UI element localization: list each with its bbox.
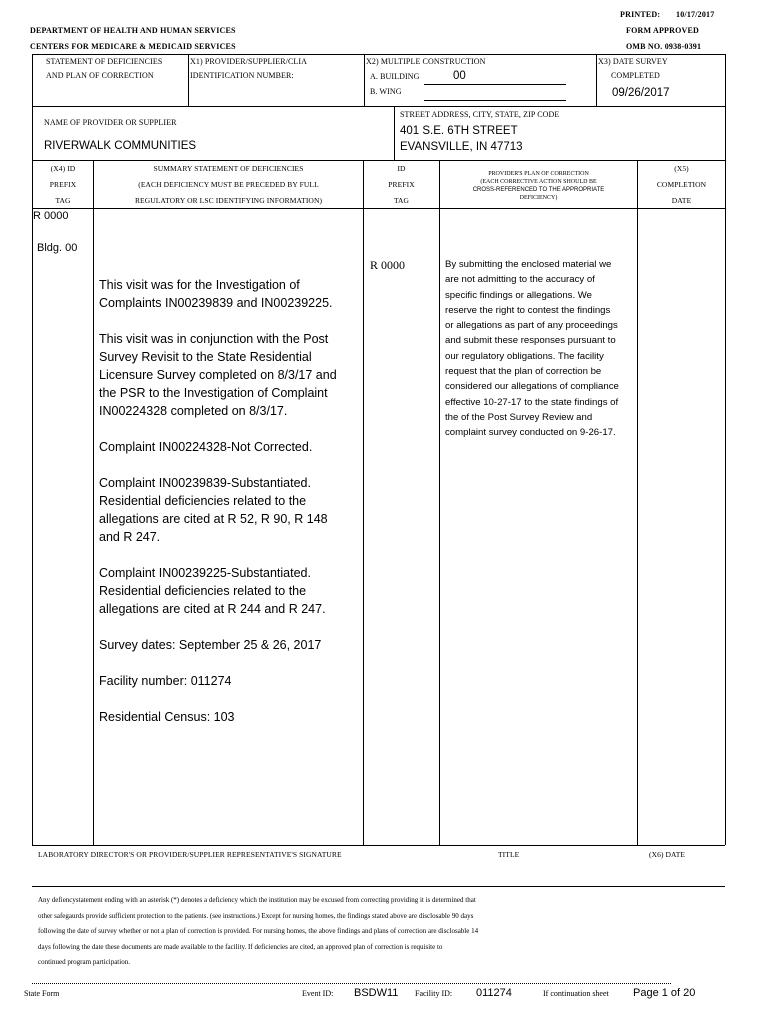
building-value: 00 bbox=[453, 70, 466, 82]
provider-name: RIVERWALK COMMUNITIES bbox=[44, 140, 197, 152]
summary-paragraph: This visit was in conjunction with the Post Survey Revisit to the State Residential Licensure Survey completed on 8/3/17 and the PSR to the Investigation of Complaint IN00224328 completed on 8/3/17. bbox=[99, 332, 337, 418]
footnote-line: following the date of survey whether or not a plan of correction is provided. For nursing homes, the above findings and plans of correction are disclosable 14 bbox=[38, 927, 479, 935]
date-survey-label-1: X3) DATE SURVEY bbox=[598, 57, 668, 66]
summary-header-2: (EACH DEFICIENCY MUST BE PRECEDED BY FULL bbox=[138, 180, 319, 189]
x5-header-3: DATE bbox=[671, 196, 692, 205]
omb-number: OMB NO. 0938-0391 bbox=[626, 42, 702, 51]
event-id-value: BSDW11 bbox=[354, 987, 399, 999]
address-line-2: EVANSVILLE, IN 47713 bbox=[400, 141, 523, 153]
footnote-line: other safegaurds provide sufficient protection to the patients. (see instructions.) Except for nursing homes, the findings stated above are disclosable 90 days bbox=[38, 911, 474, 920]
footnote-line: Any defiencystatement ending with an asterisk (*) denotes a deficiency which the institution may be excused from correcting providing it is determined that bbox=[38, 896, 476, 904]
facility-id-label: Facility ID: bbox=[415, 989, 453, 998]
form-approved: FORM APPROVED bbox=[626, 26, 700, 35]
printed-date: 10/17/2017 bbox=[676, 10, 715, 19]
x6-date-label: (X6) DATE bbox=[649, 850, 686, 859]
summary-header-1: SUMMARY STATEMENT OF DEFICIENCIES bbox=[153, 164, 304, 173]
provider-id-label-1: X1) PROVIDER/SUPPLIER/CLIA bbox=[190, 57, 308, 66]
x5-header-2: COMPLETION bbox=[656, 180, 707, 189]
summary-paragraph: Complaint IN00224328-Not Corrected. bbox=[99, 440, 313, 454]
summary-paragraph: Complaint IN00239839-Substantiated. Residential deficiencies related to the allegations are cited at R 52, R 90, R 148 and R 247. bbox=[99, 476, 328, 544]
summary-paragraph: Survey dates: September 25 & 26, 2017 bbox=[99, 638, 322, 652]
statement-label-1: STATEMENT OF DEFICIENCIES bbox=[46, 57, 163, 66]
address-line-1: 401 S.E. 6TH STREET bbox=[400, 125, 518, 137]
summary-paragraph: Facility number: 011274 bbox=[99, 674, 232, 688]
summary-paragraph: This visit was for the Investigation of Complaints IN00239839 and IN00239225. bbox=[99, 278, 333, 310]
x4-header-1: (X4) ID bbox=[50, 164, 76, 173]
id-header-3: TAG bbox=[393, 196, 410, 205]
wing-label: B. WING bbox=[370, 87, 402, 96]
state-form-label: State Form bbox=[24, 989, 60, 998]
deficiency-summary bbox=[99, 276, 339, 744]
continuation-label: If continuation sheet bbox=[543, 989, 609, 998]
printed-label: PRINTED: bbox=[620, 10, 661, 19]
plan-of-correction-text: By submitting the enclosed material we are not admitting to the accuracy of specific findings or allegations. We reserve the right to contest the findings or allegations as part of any proceedings and submit these responses pursuant to our regulatory obligations. The facility request that the plan of correction be considered our allegations of compliance effective 10-27-17 to the state findings of the of the Post Survey Review and complaint survey conducted on 9-26-17. bbox=[445, 259, 619, 439]
address-label: STREET ADDRESS, CITY, STATE, ZIP CODE bbox=[400, 110, 560, 119]
plan-header-3: CROSS-REFERENCED TO THE APPROPRIATE bbox=[472, 187, 605, 193]
footnote-line: continued program participation. bbox=[38, 958, 130, 966]
left-prefix-tag: R 0000 bbox=[33, 210, 69, 222]
footnote-line: days following the date these documents are made available to the facility. If deficiencies are cited, an approved plan of correction is requisite to bbox=[38, 942, 443, 951]
facility-id-value: 011274 bbox=[476, 987, 512, 999]
right-prefix-tag: R 0000 bbox=[370, 258, 406, 272]
date-survey-value: 09/26/2017 bbox=[612, 87, 670, 99]
summary-paragraph: Complaint IN00239225-Substantiated. Residential deficiencies related to the allegations are cited at R 244 and R 247. bbox=[99, 566, 326, 616]
director-signature-label: LABORATORY DIRECTOR'S OR PROVIDER/SUPPLIER REPRESENTATIVE'S SIGNATURE bbox=[38, 850, 342, 859]
id-header-1: ID bbox=[397, 164, 406, 173]
building-tag: Bldg. 00 bbox=[37, 242, 78, 254]
footnote bbox=[38, 893, 718, 971]
x5-header-1: (X5) bbox=[674, 164, 689, 173]
statement-label-2: AND PLAN OF CORRECTION bbox=[46, 71, 154, 80]
plan-header-4: DEFICIENCY) bbox=[519, 195, 558, 201]
summary-header-3: REGULATORY OR LSC IDENTIFYING INFORMATION) bbox=[134, 196, 323, 205]
plan-header-2: (EACH CORRECTIVE ACTION SHOULD BE bbox=[480, 179, 597, 185]
provider-id-label-2: IDENTIFICATION NUMBER: bbox=[190, 71, 294, 80]
provider-name-label: NAME OF PROVIDER OR SUPPLIER bbox=[44, 118, 177, 127]
id-header-2: PREFIX bbox=[388, 180, 415, 189]
building-label: A. BUILDING bbox=[370, 72, 420, 81]
date-survey-label-2: COMPLETED bbox=[611, 71, 660, 80]
summary-paragraph: Residential Census: 103 bbox=[99, 710, 235, 724]
centers-title: CENTERS FOR MEDICARE & MEDICAID SERVICES bbox=[30, 42, 236, 51]
plan-header-1: PROVIDER'S PLAN OF CORRECTION bbox=[488, 171, 589, 177]
multiple-construction-label: X2) MULTIPLE CONSTRUCTION bbox=[366, 57, 486, 66]
department-title: DEPARTMENT OF HEALTH AND HUMAN SERVICES bbox=[30, 26, 236, 35]
event-id-label: Event ID: bbox=[302, 989, 334, 998]
x4-header-3: TAG bbox=[55, 196, 71, 205]
x4-header-2: PREFIX bbox=[49, 180, 77, 189]
title-label: TITLE bbox=[498, 850, 520, 859]
page-number: Page 1 of 20 bbox=[633, 987, 696, 999]
